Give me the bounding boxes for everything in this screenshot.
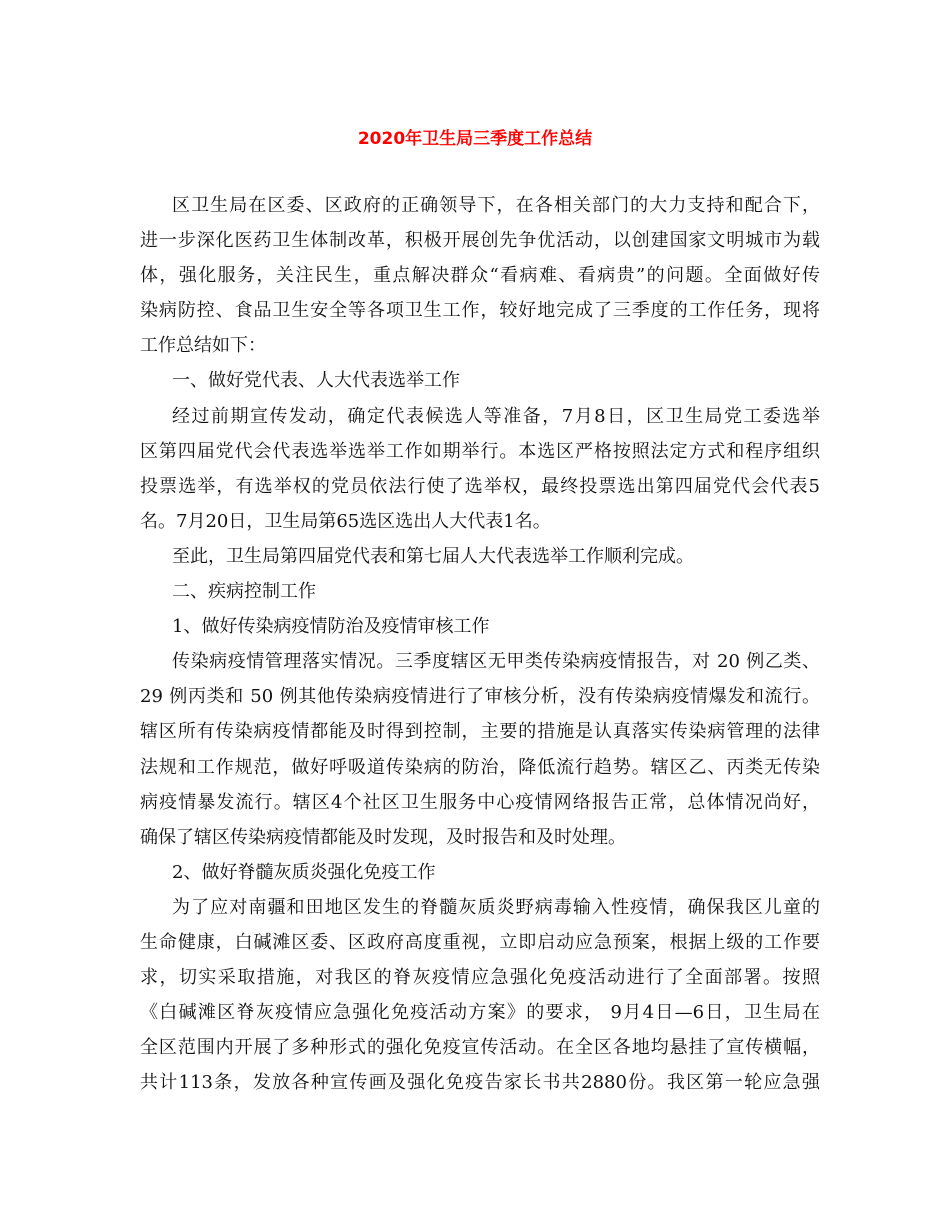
text-line: 经过前期宣传发动，确定代表候选人等准备，7月8日，区卫生局党工委选举 — [172, 405, 820, 427]
text-line: 为了应对南疆和田地区发生的脊髓灰质炎野病毒输入性疫情，确保我区儿童的 — [172, 896, 820, 918]
text-line: 至此，卫生局第四届党代表和第七届人大代表选举工作顺利完成。 — [172, 545, 694, 567]
text-line: 2、做好脊髓灰质炎强化免疫工作 — [172, 861, 436, 883]
text-line: 1、做好传染病疫情防治及疫情审核工作 — [172, 616, 490, 638]
document-title: 2020年卫生局三季度工作总结 — [357, 129, 593, 149]
text-line: 《白碱滩区脊灰疫情应急强化免疫活动方案》的要求， 9月4日—6日，卫生局在 — [140, 1002, 820, 1024]
text-line: 29 例丙类和 50 例其他传染病疫情进行了审核分析，没有传染病疫情爆发和流行。 — [140, 686, 820, 708]
text-line: 病疫情暴发流行。辖区4个社区卫生服务中心疫情网络报告正常，总体情况尚好， — [140, 791, 820, 813]
text-line: 求，切实采取措施，对我区的脊灰疫情应急强化免疫活动进行了全面部署。按照 — [140, 967, 820, 989]
document-body — [140, 188, 820, 1100]
text-line: 体，强化服务，关注民生，重点解决群众“看病难、看病贵”的问题。全面做好传 — [140, 265, 820, 287]
text-line: 辖区所有传染病疫情都能及时得到控制，主要的措施是认真落实传染病管理的法律 — [140, 721, 820, 743]
text-line: 一、做好党代表、人大代表选举工作 — [172, 370, 460, 392]
text-line: 二、疾病控制工作 — [172, 581, 316, 603]
text-line: 进一步深化医药卫生体制改革，积极开展创先争优活动，以创建国家文明城市为载 — [140, 230, 820, 252]
text-line: 确保了辖区传染病疫情都能及时发现，及时报告和及时处理。 — [140, 826, 626, 848]
text-line: 区卫生局在区委、区政府的正确领导下，在各相关部门的大力支持和配合下， — [172, 195, 820, 216]
text-line: 区第四届党代会代表选举选举工作如期举行。本选区严格按照法定方式和程序组织 — [140, 440, 820, 462]
text-line: 传染病疫情管理落实情况。三季度辖区无甲类传染病疫情报告，对 20 例乙类、 — [172, 651, 820, 673]
text-line: 全区范围内开展了多种形式的强化免疫宣传活动。在全区各地均悬挂了宣传横幅， — [140, 1037, 820, 1059]
text-line: 名。7月20日，卫生局第65选区选出人大代表1名。 — [140, 510, 551, 532]
text-line: 工作总结如下： — [140, 335, 266, 357]
text-line: 共计113条，发放各种宣传画及强化免疫告家长书共2880份。我区第一轮应急强 — [140, 1072, 820, 1094]
text-line: 染病防控、食品卫生安全等各项卫生工作，较好地完成了三季度的工作任务，现将 — [140, 300, 820, 322]
text-line: 投票选举，有选举权的党员依法行使了选举权，最终投票选出第四届党代会代表5 — [140, 475, 820, 497]
text-line: 生命健康，白碱滩区委、区政府高度重视，立即启动应急预案，根据上级的工作要 — [140, 931, 820, 953]
text-line: 法规和工作规范，做好呼吸道传染病的防治，降低流行趋势。辖区乙、丙类无传染 — [140, 756, 820, 778]
